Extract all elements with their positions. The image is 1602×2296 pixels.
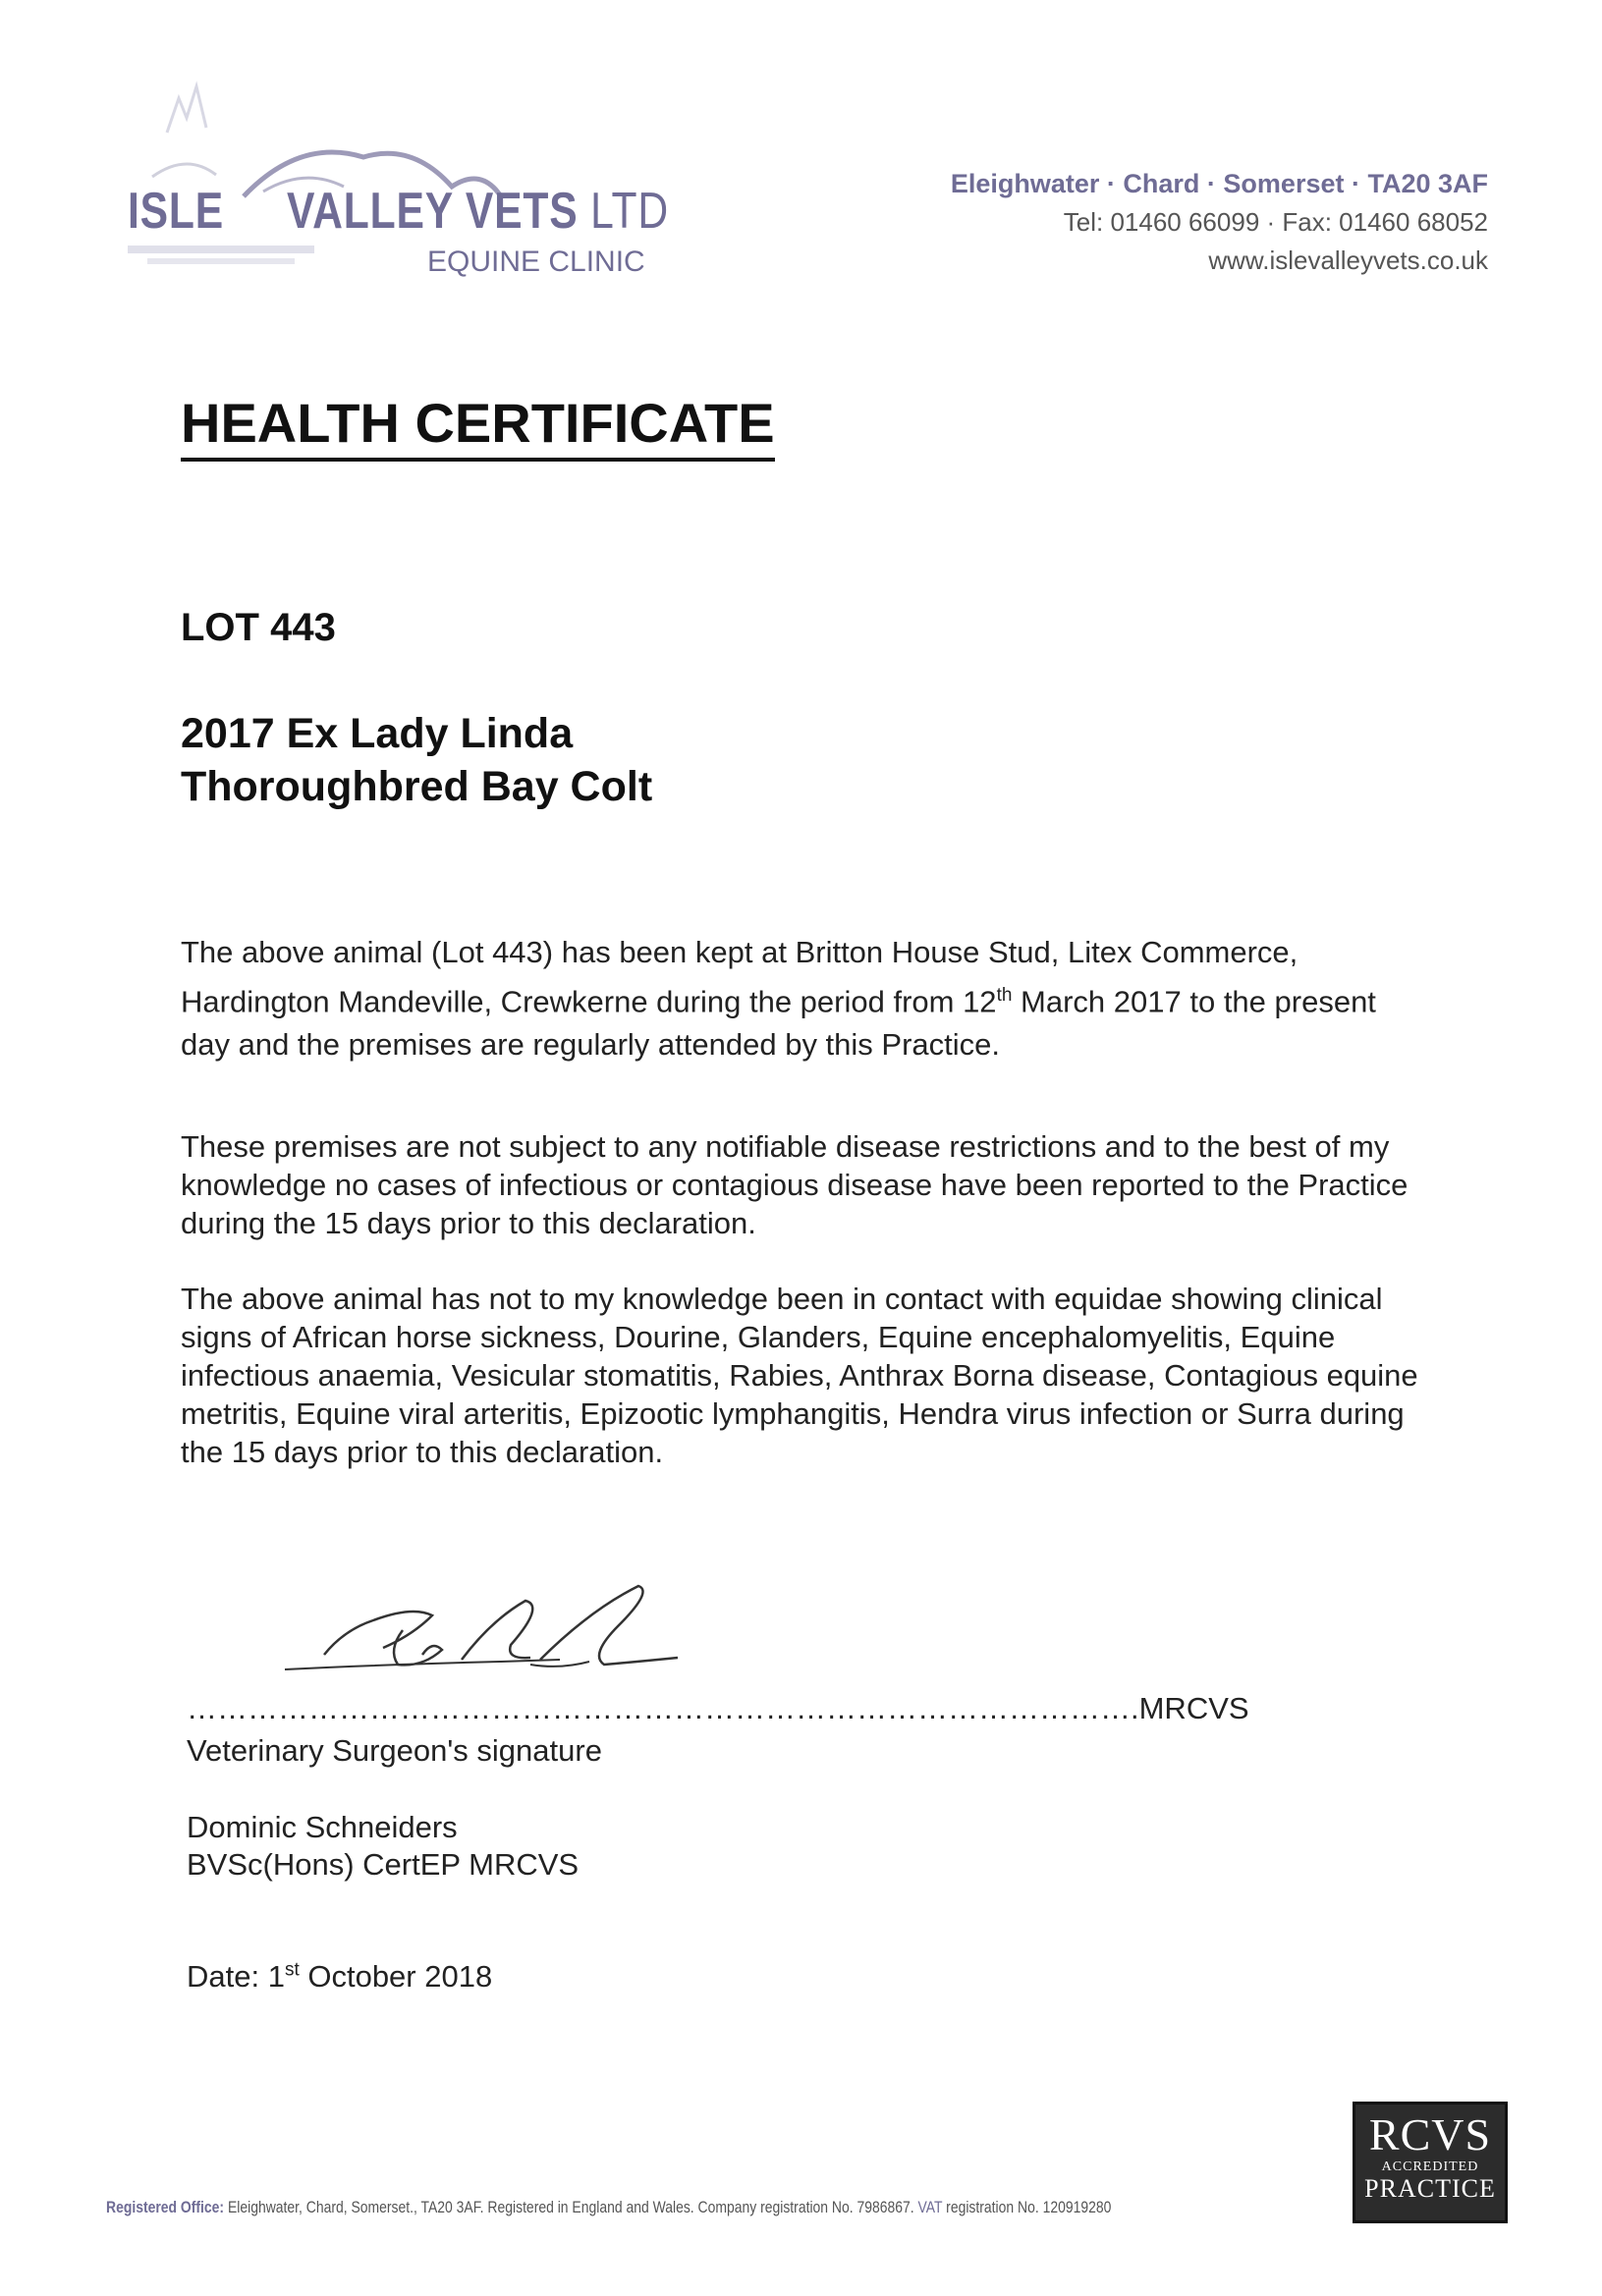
certificate-title: HEALTH CERTIFICATE	[181, 393, 775, 462]
footer-vat-label: VAT	[917, 2198, 943, 2216]
paragraph-premises-a: The above animal (Lot 443) has been kept at Britton House Stud, Litex Commerce, Hardington Mandeville, Crewkerne during the period from 12	[181, 935, 1298, 1019]
vet-name: Dominic Schneiders	[187, 1810, 458, 1844]
date-sup: st	[284, 1959, 300, 1981]
paragraph-premises-b: March 2017 to the present day and the premises are regularly attended by this Practice.	[181, 984, 1376, 1063]
logo-subtitle: EQUINE CLINIC	[427, 246, 645, 278]
horse-description	[181, 707, 652, 813]
paragraph-contact-diseases: The above animal has not to my knowledge been in contact with equidae showing clinical signs of African horse sickness, Dourine, Glanders, Equine encephalomyelitis, Equine infectious anaemia, Vesicular stomatitis, Rabies, Anthrax Borna disease, Contagious equine metritis, Equine viral arteritis, Epizootic lymphangitis, Hendra virus infection or Surra during the 15 days prior to this declaration.	[181, 1282, 1418, 1469]
rcvs-accredited-badge	[1353, 2102, 1508, 2223]
signature-label: Veterinary Surgeon's signature	[187, 1733, 602, 1768]
rcvs-badge-title: RCVS	[1368, 2109, 1492, 2159]
paragraph-restrictions: These premises are not subject to any notifiable disease restrictions and to the best of my knowledge no cases of infectious or contagious disease have been reported to the Practice during the 15 days prior to this declaration.	[181, 1129, 1409, 1240]
clinic-website: www.islevalleyvets.co.uk	[1208, 246, 1488, 275]
vet-qualifications: BVSc(Hons) CertEP MRCVS	[187, 1847, 580, 1882]
logo-word-valley-vets	[287, 182, 669, 241]
signature-image	[265, 1571, 796, 1699]
footer-vat-text: registration No. 120919280	[942, 2198, 1112, 2216]
date-prefix: Date: 1	[187, 1959, 285, 1994]
logo-valley-vets-text: VALLEY VETS	[287, 183, 579, 240]
signature-line: ………………………………………………………………………………….MRCVS	[187, 1691, 1249, 1725]
footer-label: Registered Office:	[106, 2198, 225, 2216]
footer-text: Eleighwater, Chard, Somerset., TA20 3AF. Registered in England and Wales. Company registration No. 7986867.	[224, 2198, 918, 2216]
logo-ltd-text: LTD	[590, 183, 670, 240]
date-suffix: October 2018	[299, 1959, 493, 1994]
lot-number: LOT 443	[181, 606, 336, 649]
clinic-address: Eleighwater · Chard · Somerset · TA20 3AF	[950, 169, 1488, 198]
vet-details	[187, 1809, 579, 1884]
rcvs-badge-practice: PRACTICE	[1364, 2174, 1496, 2203]
logo-word-isle: ISLE	[128, 183, 225, 240]
rcvs-badge-accredited: ACCREDITED	[1381, 2159, 1479, 2174]
horse-line-2: Thoroughbred Bay Colt	[181, 763, 653, 810]
paragraph-premises-sup: th	[996, 985, 1013, 1006]
clinic-phone-fax: Tel: 01460 66099 · Fax: 01460 68052	[1063, 207, 1488, 237]
clinic-logo	[128, 59, 670, 295]
paragraph-premises	[181, 931, 1428, 1066]
contact-block	[951, 165, 1488, 280]
registered-office-footer	[106, 2198, 1111, 2217]
horse-line-1: 2017 Ex Lady Linda	[181, 710, 574, 757]
certificate-date	[187, 1959, 492, 1995]
